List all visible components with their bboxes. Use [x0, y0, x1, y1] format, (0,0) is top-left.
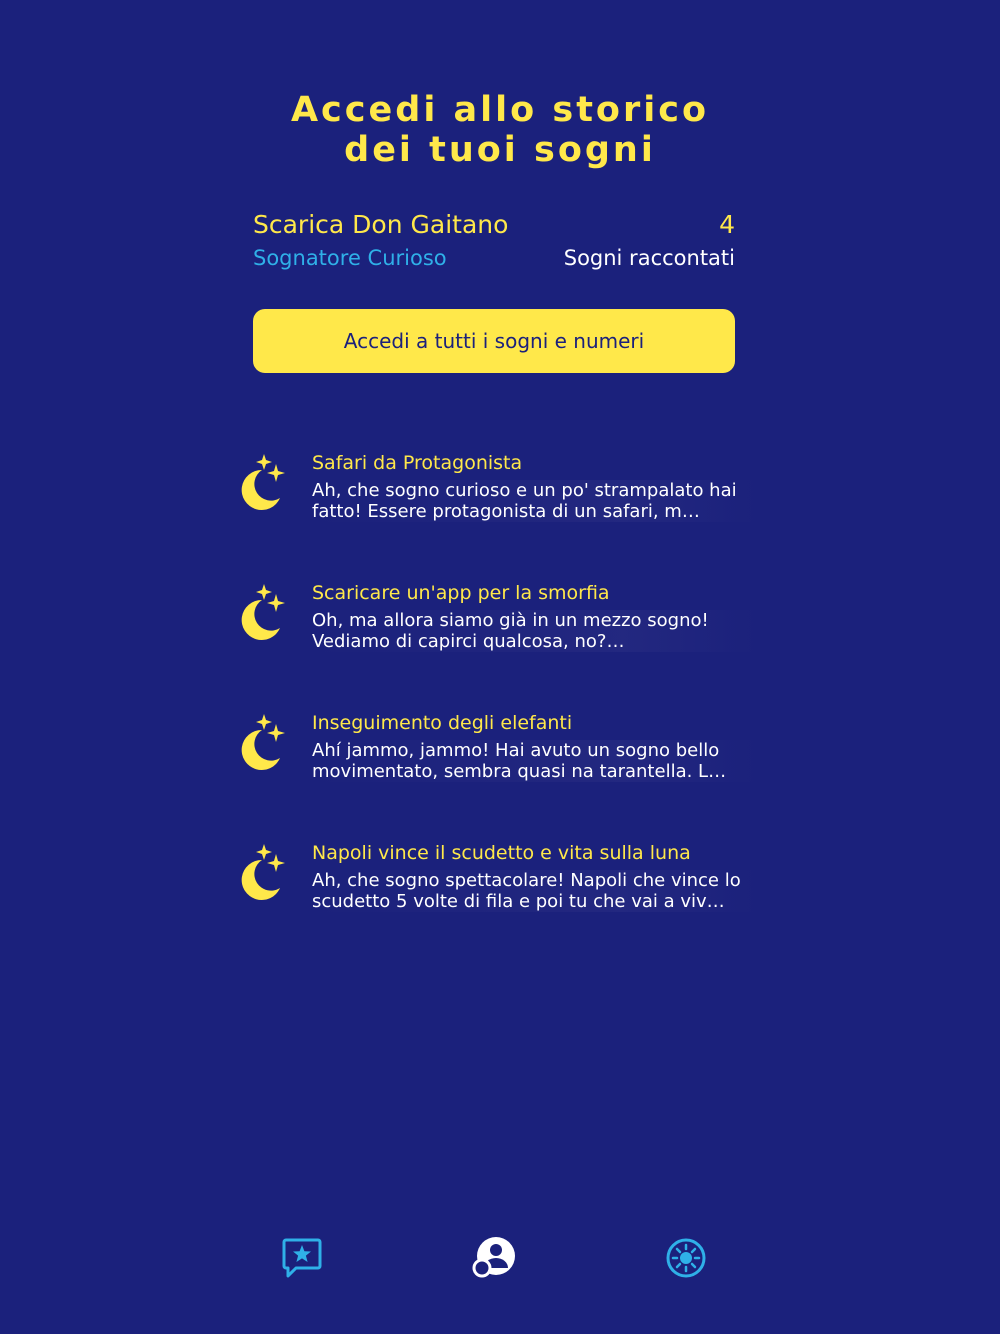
dream-title: Safari da Protagonista: [312, 452, 523, 474]
dream-title: Napoli vince il scudetto e vita sulla luna: [312, 842, 691, 864]
page-title-line-2: dei tuoi sogni: [344, 130, 656, 170]
dream-list-item[interactable]: [232, 710, 772, 840]
page-title-line-1: Accedi allo storico: [290, 90, 710, 130]
dream-list: [232, 450, 772, 970]
moon-stars-icon: [232, 580, 292, 640]
dream-title: Inseguimento degli elefanti: [312, 712, 573, 734]
tab-profile[interactable]: [470, 1234, 518, 1282]
dream-excerpt: Ahí jammo, jammo! Hai avuto un sogno bello movimentato, sembra quasi na tarantella. L…: [312, 740, 757, 782]
dream-excerpt: Oh, ma allora siamo già in un mezzo sogno! Vediamo di capirci qualcosa, no?…: [312, 610, 757, 652]
access-all-dreams-button[interactable]: Accedi a tutti i sogni e numeri: [253, 309, 735, 373]
dream-excerpt: Ah, che sogno curioso e un po' strampalato hai fatto! Essere protagonista di un safari, m…: [312, 480, 757, 522]
dream-list-item[interactable]: [232, 840, 772, 970]
dream-list-item[interactable]: [232, 450, 772, 580]
settings-sun-icon: [662, 1234, 710, 1282]
profile-summary: [253, 208, 735, 278]
dream-count-label: Sogni raccontati: [563, 246, 735, 270]
tab-settings[interactable]: [662, 1234, 710, 1282]
bottom-tab-bar: [0, 1234, 1000, 1284]
tab-chat[interactable]: [278, 1234, 326, 1282]
dream-excerpt: Ah, che sogno spettacolare! Napoli che vince lo scudetto 5 volte di fila e poi tu che vai a viv…: [312, 870, 757, 912]
moon-stars-icon: [232, 450, 292, 510]
profile-level: Sognatore Curioso: [253, 246, 447, 270]
profile-name: Scarica Don Gaitano: [253, 210, 509, 239]
page-title: [0, 90, 1000, 170]
dream-list-item[interactable]: [232, 580, 772, 710]
moon-stars-icon: [232, 840, 292, 900]
profile-icon: [470, 1234, 518, 1282]
moon-stars-icon: [232, 710, 292, 770]
dream-title: Scaricare un'app per la smorfia: [312, 582, 610, 604]
chat-star-icon: [278, 1234, 326, 1282]
dream-count: 4: [719, 210, 735, 239]
